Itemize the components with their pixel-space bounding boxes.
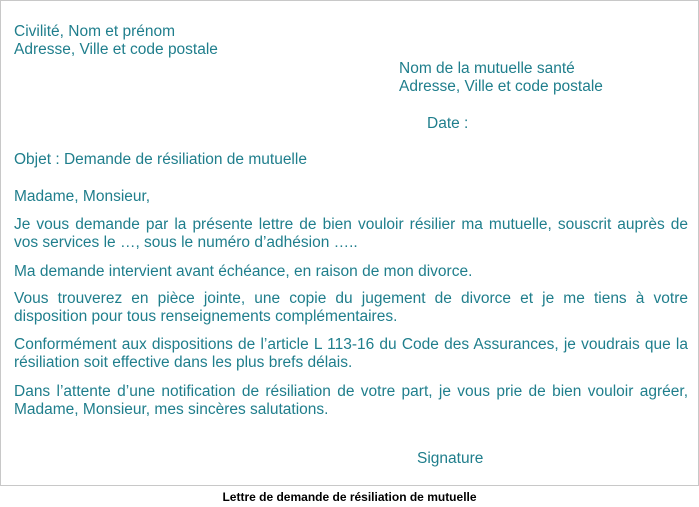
paragraph-reason: Ma demande intervient avant échéance, en raison de mon divorce.	[14, 263, 473, 280]
recipient-address: Adresse, Ville et code postale	[399, 78, 603, 95]
paragraph-request: Je vous demande par la présente lettre de bien vouloir résilier ma mutuelle, souscrit auprès de vos services le …, sous le numéro d’adhésion …..	[14, 216, 688, 251]
sender-name: Civilité, Nom et prénom	[14, 23, 176, 40]
signature-label: Signature	[417, 450, 484, 467]
paragraph-closing: Dans l’attente d’une notification de résiliation de votre part, je vous prie de bien vouloir agréer, Madame, Monsieur, mes sincères salutations.	[14, 383, 688, 418]
sender-address: Adresse, Ville et code postale	[14, 41, 218, 58]
recipient-name: Nom de la mutuelle santé	[399, 60, 575, 77]
paragraph-legal: Conformément aux dispositions de l’article L 113-16 du Code des Assurances, je voudrais que la résiliation soit effective dans les plus brefs délais.	[14, 336, 688, 371]
figure-caption: Lettre de demande de résiliation de mutuelle	[222, 490, 477, 504]
paragraph-attachment: Vous trouverez en pièce jointe, une copie du jugement de divorce et je me tiens à votre disposition pour tous renseignements complémentaires.	[14, 290, 688, 325]
salutation: Madame, Monsieur,	[14, 188, 151, 205]
subject-line: Objet : Demande de résiliation de mutuelle	[14, 151, 307, 168]
date-label: Date :	[427, 115, 469, 132]
